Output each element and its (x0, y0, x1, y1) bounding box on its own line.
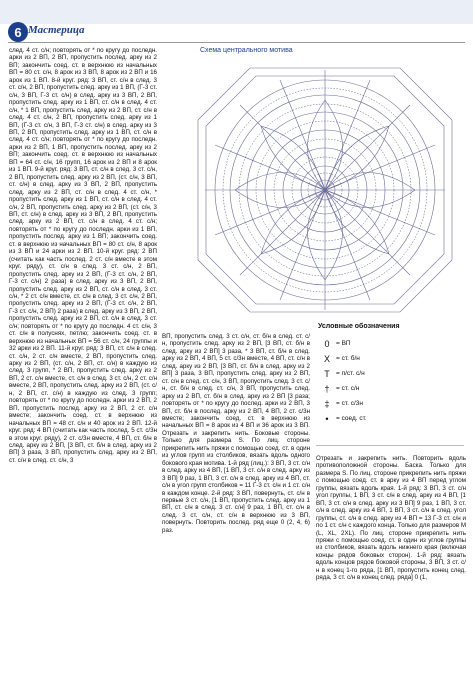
single-crochet-symbol-icon: X (323, 353, 330, 364)
slip-stitch-symbol-icon: • (325, 413, 329, 424)
legend-item (318, 411, 458, 426)
legend-label: = ст. с/3н (336, 400, 363, 407)
header-divider (8, 42, 465, 43)
legend-item (318, 381, 458, 396)
diagram-title: Схема центрального мотива (200, 47, 293, 54)
text-column-3: Отрезать и закрепить нить. Повторить вдоль противоположной стороны. Баска. Только для размера S. По лиц. стороне прикрепить нить пряжи с помощью соед. ст. в арку из 4 ВП перед углом группы, вязать вдоль края. 1-й ряд: 3 ВП, 3 ст. с/н угол группы, 1 ВП, 3 ст. с/н в след. арку из 4 ВП, [1 ВП, 3 ст. с/н в след. арку из 3 ВП] 9 раз, 1 ВП, 3 ст. с/н в след. арку из 4 ВП, 1 ВП, 3 ст. с/н в след. угол группы, ст. с/н в след. арку из 4 ВП = 13 Г-3 ст. с/н и по 1 ст. с/н с каждого конца. Только для размеров M (L, XL, 2XL). По лиц. стороне прикрепить нить пряжи с помощью соед. ст. в один из углов группы из столбиков, вязать вдоль нижнего края (включая концы рядов боковых сторон). 1-й ряд: вязать вдоль концов рядов боковой стороны, 3 ВП, 3 ст. с/н в конец 1-го ряда, [1 ВП, пропустить конец след. ряда, 3 ст. с/н в конец след. ряда] 0 (1, (316, 455, 466, 582)
legend-label: = ст. б/н (336, 355, 360, 362)
chain-symbol-icon: 0 (324, 338, 330, 349)
text-column-2: ВП, пропустить след. 3 ст. с/н, ст. б/н в след. ст. с/н, пропустить след. арку из 2 ВП, [3 ВП, ст. б/н в след. арку из 2 ВП] 3 раза, * 3 ВП, ст. б/н в след. арку из 2 ВП, 4 ВП, 5 ст. с/3н вместе, 4 ВП, ст. с/н в след. арку из 2 ВП, [3 ВП, ст. б/н в след. арку из 2 ВП] 3 раза, 3 ВП, пропустить след. арку из 2 ВП, ст. с/н в след. ст. с/н, 3 ВП, пропустить след. 3 ст. с/н, ст. б/н в след. ст. с/н, 3 ВП, пропустить след. арку из 2 ВП, ст. б/н в след. арку из 2 ВП [3 раза; повторять от * по кругу до послед. арки из 2 ВП, 3 ВП, ст. б/н в послед. арку из 2 ВП, 4 ВП, 2 ст. с/3н вместе; закончить соед. ст. в верхнюю из начальных ВП = 8 арок из 4 ВП и 36 арок из 3 ВП. Отрезать и закрепить нить. Боковые стороны. Только для размера S. По лиц. стороне прикрепить нить пряжи с помощью соед. ст. в один из углов групп из столбиков, вязать вдоль одного бокового края мотива. 1-й ряд (лиц.): 3 ВП, 3 ст. с/н в след. арку из 4 ВП, [1 ВП, 3 ст. с/н в след. арку из 3 ВП] 9 раз, 1 ВП, 3 ст. с/н в след. арку из 4 ВП, ст. с/н в угол групп столбиков = 11 Г-3 ст. с/н и 1 ст. с/н в каждом конце. 2-й ряд: 3 ВП, повернуть, ст. с/н в первые 3 ст. с/н, [1 ВП, пропустить след. арку из 1 ВП, ст. с/н в след. 3 ст. с/н] 9 раз, 1 ВП, ст. с/н в след. 3 ст. с/н, ст. с/н в верхнюю из 3 ВП, повернуть. Повторить послед. ряд еще 0 (2, 4, 6) раз. (162, 333, 310, 534)
legend-item (318, 366, 458, 381)
legend-label: = ст. с/н (336, 385, 360, 392)
crochet-motif-diagram (190, 60, 460, 320)
legend-item (318, 336, 458, 351)
text-column-1: след. 4 ст. с/н; повторять от * по кругу до последн. арки из 2 ВП, 2 ВП, пропустить послед. арку из 2 ВП; закончить соед. ст. в верхнюю из начальных ВП = 80 ст. с/н, 8 арок из 3 ВП, 8 арок из 2 ВП и 16 арок из 1 ВП. 8-й круг. ряд: 3 ВП, ст. с/н в след. 3 ст. с/н, 2 ВП, пропустить след. арку из 1 ВП, (Г-3 ст. с/н, 3 ВП, Г-3 ст. с/н) в след. арку из 3 ВП, 2 ВП, пропустить след. арку из 1 ВП, ст. с/н в след. 4 ст. с/н, * 1 ВП, пропустить след. арку из 2 ВП, ст. с/н в след. 4 ст. с/н, 2 ВП, пропустить след. арку из 1 ВП, (Г-3 ст. с/н, 3 ВП, Г-3 ст. с/н) в след. арку из 3 ВП, 2 ВП, пропустить след. арку из 1 ВП, ст. с/н в след. 4 ст. с/н; повторять от * по кругу до последн. арки из 2 ВП, 1 ВП, пропустить послед. арку из 2 ВП; закончить соед. ст. в верхнюю из начальных ВП = 64 ст. с/н, 16 групп, 16 арок из 2 ВП и 8 арок из 1 ВП. 9-й круг. ряд: 3 ВП, ст. с/н в след. 3 ст. с/н, 2 ВП, пропустить след. арку из 2 ВП, (ст. с/н, 3 ВП, ст. с/н) в след. арку из 3 ВП, 2 ВП, пропустить след. арку из 2 ВП, ст. с/н в след. 4 ст. с/н, * пропустить след. арку из 1 ВП, ст. с/н в след. 4 ст. с/н, 2 ВП, пропустить след. арку из 2 ВП, (ст. с/н, 3 ВП, ст. с/н) в след. арку из 3 ВП, 2 ВП, пропустить след. арку из 2 ВП, ст. с/н в след. 4 ст. с/н; повторять от * по кругу до последн. арки из 1 ВП, пропустить послед. арку из 1 ВП; закончить соед. ст. в верхнюю из начальных ВП = 80 ст. с/н, 8 арок из 3 ВП и 24 арки из 2 ВП. 10-й круг. ряд: 2 ВП (считать как часть послед. 2 ст. с/н вместе в этом круг. ряду), ст. с/н в след. 3 ст. с/н, 2 ВП, пропустить след. арку из 2 ВП, (Г-3 ст. с/н, 2 ВП, Г-3 ст. с/н) 2 раза) в след. арку из 3 ВП, 2 ВП, пропустить след. арку из 2 ВП, ст. с/н в след. 3 ст. с/н, * 2 ст. с/н вместе, ст. с/н в след. 3 ст. с/н, 2 ВП, пропустить след. арку из 2 ВП, (Г-3 ст. с/н, 2 ВП, Г-3 ст. с/н, 2 ВП) 2 раза) в след. арку из 3 ВП, 2 ВП, пропустить след. арку из 2 ВП, ст. с/н в след. 3 ст. с/н; повторять от * по кругу до последн. 4 ст. с/н, 3 ст. с/н в полуснях, петлю; закончить соед. ст. в верхнюю из начальных ВП = 56 ст. с/н, 24 группы и 32 арки из 2 ВП. 11-й круг. ряд: 3 ВП, ст. с/н в след. ст. с/н, 2 ст. с/н вместе, 2 ВП, пропустить след. арку из 2 ВП, (ст. с/н, 2 ВП, ст. с/н) в каждую из след. 3 групп, * 2 ВП, пропустить след. арку из 2 ВП, 2 ст. с/н вместе, ст. с/н в след. 3 ст. с/н, 2 ст. с/н вместе, 2 ВП, пропустить след. арку из 2 ВП, (ст. с/н, 2 ВП, ст. с/н) в каждую из след. 3 групп; повторять от * по кругу до последн. арки из 2 ВП, 2 ВП, пропустить послед. арку из 2 ВП, 2 ст. с/н вместе; закончить соед. ст. в верхнюю из начальных ВП = 48 ст. с/н и 40 арок из 2 ВП. 12-й круг. ряд: 4 ВП (считать как часть послед. 5 ст. с/3н в этом круг. ряду), 2 ст. с/3н вместе, 4 ВП, ст. б/н в след. арку из 2 ВП, [3 ВП, ст. б/н в след. арку из 2 ВП] 3 раза, 3 ВП, пропустить след. арку из 2 ВП, ст. с/н в след. ст. с/н, 3 (9, 47, 157, 464)
legend-item (318, 351, 458, 366)
legend-divider (316, 445, 464, 446)
treble-crochet-symbol-icon: ‡ (324, 398, 330, 409)
legend-label: = п/ст. с/н (336, 370, 365, 377)
legend-item (318, 396, 458, 411)
symbol-legend (318, 336, 458, 426)
page-number-badge: 6 (8, 22, 28, 42)
double-crochet-symbol-icon: † (324, 383, 330, 394)
legend-label: = ВП (336, 340, 351, 347)
header-strip (0, 0, 473, 24)
legend-label: = соед. ст. (336, 415, 367, 422)
half-double-symbol-icon: T (324, 368, 330, 379)
legend-title: Условные обозначения (318, 323, 400, 330)
magazine-title: Мастерица (28, 24, 85, 36)
